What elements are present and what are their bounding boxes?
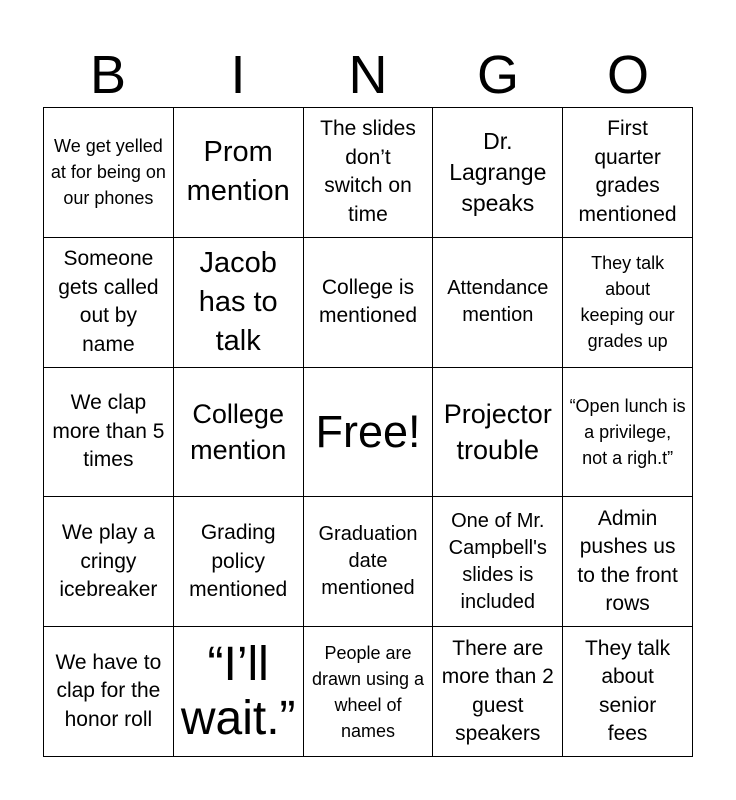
header-letter-n: N <box>348 45 388 105</box>
bingo-cell-r5-c3[interactable] <box>304 627 434 757</box>
cell-text: Graduation date mentioned <box>318 523 418 600</box>
bingo-cell-r4-c3[interactable] <box>304 497 434 627</box>
cell-text: We get yelled at for being on our phones <box>50 136 166 209</box>
bingo-cell-r2-c1[interactable] <box>44 238 174 368</box>
bingo-cell-r3-c4[interactable] <box>433 368 563 498</box>
bingo-header <box>43 44 693 106</box>
cell-text: The slides don’t switch on time <box>320 117 416 226</box>
bingo-cell-r1-c3[interactable] <box>304 108 434 238</box>
cell-text: There are more than 2 guest speakers <box>441 636 554 746</box>
cell-text: Dr. Lagrange speaks <box>449 127 547 216</box>
cell-text: We clap more than 5 times <box>52 391 165 472</box>
bingo-cell-r2-c5[interactable] <box>563 238 693 368</box>
cell-text: Prom mention <box>186 136 290 208</box>
bingo-board <box>43 107 693 757</box>
bingo-cell-r3-c2[interactable] <box>174 368 304 498</box>
bingo-cell-r5-c5[interactable] <box>563 627 693 757</box>
free-space-text: Free! <box>315 405 421 457</box>
cell-text: Admin pushes us to the front rows <box>577 506 678 616</box>
header-letter-b: B <box>89 45 127 105</box>
bingo-cell-r2-c3[interactable] <box>304 238 434 368</box>
bingo-cell-r4-c5[interactable] <box>563 497 693 627</box>
header-letter-i: I <box>230 45 246 105</box>
bingo-cell-r5-c1[interactable] <box>44 627 174 757</box>
bingo-cell-r1-c1[interactable] <box>44 108 174 238</box>
bingo-cell-r4-c2[interactable] <box>174 497 304 627</box>
cell-text: “I’ll wait.” <box>180 637 296 745</box>
cell-text: People are drawn using a wheel of names <box>311 642 425 741</box>
bingo-cell-r2-c4[interactable] <box>433 238 563 368</box>
cell-text: College mention <box>190 398 287 465</box>
cell-text: They talk about senior fees <box>584 636 671 746</box>
bingo-cell-r1-c4[interactable] <box>433 108 563 238</box>
bingo-cell-r3-c1[interactable] <box>44 368 174 498</box>
cell-text: We play a cringy icebreaker <box>59 521 158 602</box>
bingo-cell-r4-c1[interactable] <box>44 497 174 627</box>
cell-text: Projector trouble <box>443 398 552 465</box>
bingo-cell-r3-c3 <box>304 368 434 498</box>
cell-text: We have to clap for the honor roll <box>55 650 162 731</box>
bingo-cell-r2-c2[interactable] <box>174 238 304 368</box>
header-letter-g: G <box>476 45 519 105</box>
cell-text: Attendance mention <box>447 277 549 327</box>
bingo-cell-r5-c2[interactable] <box>174 627 304 757</box>
bingo-cell-r5-c4[interactable] <box>433 627 563 757</box>
cell-text: College is mentioned <box>318 275 418 328</box>
cell-text: Jacob has to talk <box>198 246 278 357</box>
bingo-cell-r4-c4[interactable] <box>433 497 563 627</box>
cell-text: They talk about keeping our grades up <box>580 253 675 352</box>
cell-text: Grading policy mentioned <box>189 521 288 602</box>
header-letter-o: O <box>606 45 649 105</box>
bingo-cell-r3-c5[interactable] <box>563 368 693 498</box>
cell-text: First quarter grades mentioned <box>578 117 677 226</box>
cell-text: Someone gets called out by name <box>58 247 159 356</box>
bingo-cell-r1-c5[interactable] <box>563 108 693 238</box>
bingo-cell-r1-c2[interactable] <box>174 108 304 238</box>
cell-text: “Open lunch is a privilege, not a righ.t” <box>569 395 686 468</box>
cell-text: One of Mr. Campbell's slides is included <box>448 509 547 613</box>
